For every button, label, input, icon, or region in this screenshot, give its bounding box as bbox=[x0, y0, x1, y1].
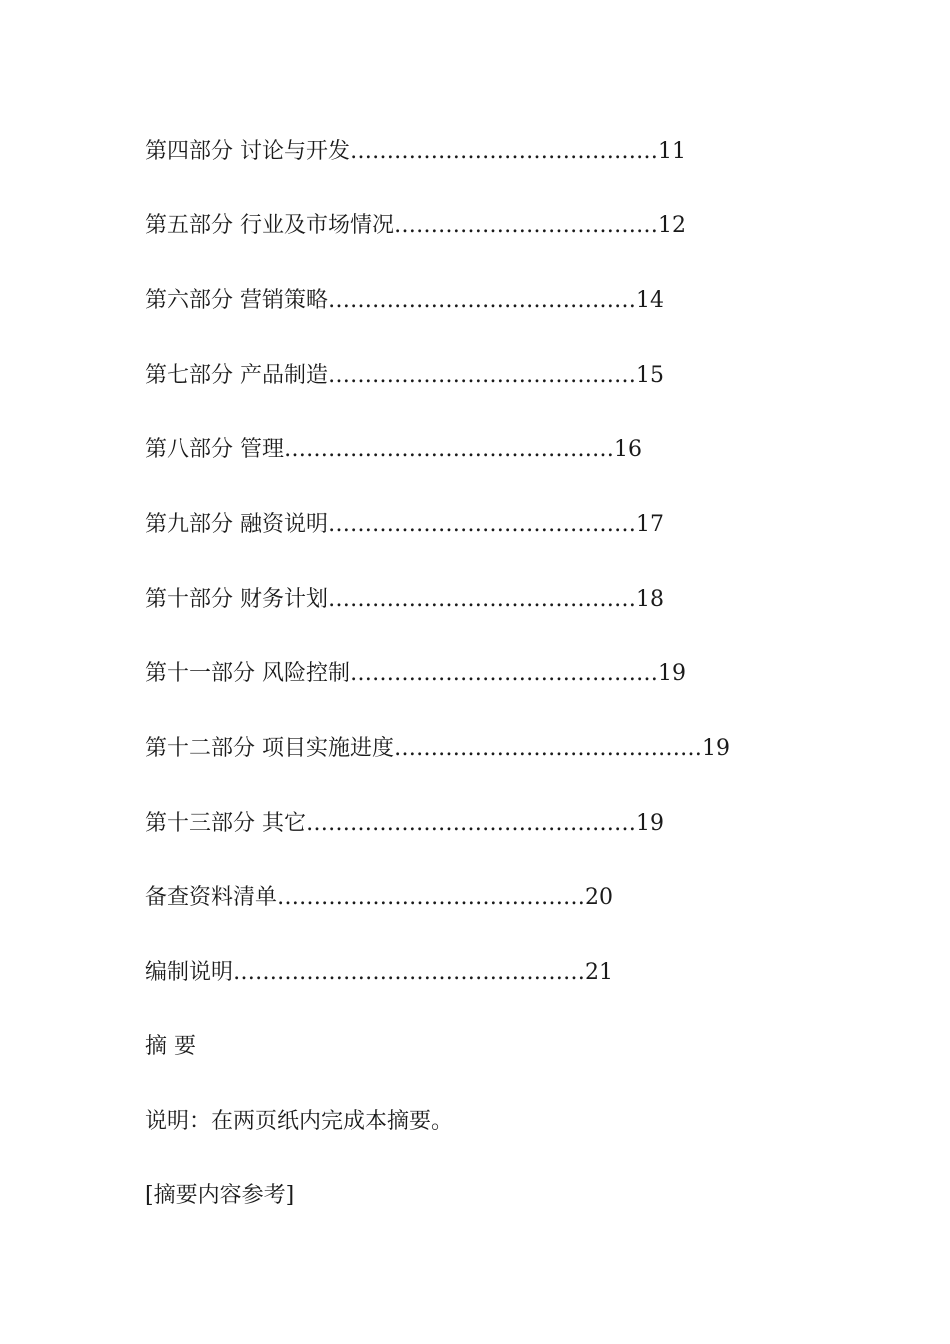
toc-page-number: 14 bbox=[636, 288, 664, 313]
toc-entry[interactable] bbox=[145, 659, 686, 689]
abstract-note: 说明：在两页纸内完成本摘要。 bbox=[145, 1109, 454, 1134]
toc-page-number: 19 bbox=[658, 661, 686, 686]
toc-label: 第六部分 营销策略 bbox=[145, 288, 328, 313]
toc-page-number: 21 bbox=[585, 960, 614, 985]
toc-page-number: 17 bbox=[636, 512, 664, 537]
toc-page-number: 18 bbox=[636, 587, 664, 612]
toc-leader: …………………………………… bbox=[328, 587, 636, 612]
toc-leader: ……………………………………… bbox=[306, 811, 636, 836]
toc-label: 第七部分 产品制造 bbox=[145, 363, 328, 388]
toc-leader: …………………………………… bbox=[350, 139, 658, 164]
toc-label: 编制说明 bbox=[145, 960, 234, 985]
toc-entry[interactable] bbox=[145, 361, 664, 391]
toc-entry[interactable] bbox=[145, 211, 686, 241]
toc-entry[interactable] bbox=[145, 734, 730, 764]
toc-entry[interactable] bbox=[145, 883, 613, 913]
toc-entry[interactable] bbox=[145, 137, 686, 167]
toc-label: 第十三部分 其它 bbox=[145, 811, 306, 836]
toc-leader: ……………………………………… bbox=[284, 437, 614, 462]
toc-entry[interactable] bbox=[145, 585, 664, 615]
toc-entry[interactable] bbox=[145, 286, 664, 316]
toc-label: 第十一部分 风险控制 bbox=[145, 661, 350, 686]
toc-page-number: 19 bbox=[702, 736, 730, 761]
toc-entry[interactable] bbox=[145, 435, 642, 465]
toc-leader: ……………………………… bbox=[394, 213, 658, 238]
toc-label: 第四部分 讨论与开发 bbox=[145, 139, 350, 164]
abstract-reference: [摘要内容参考] bbox=[145, 1183, 295, 1208]
toc-label: 第十部分 财务计划 bbox=[145, 587, 328, 612]
toc-leader: …………………………………… bbox=[394, 736, 702, 761]
toc-label: 备查资料清单 bbox=[145, 885, 278, 910]
toc-leader: ………………………………………… bbox=[233, 960, 586, 985]
toc-label: 第九部分 融资说明 bbox=[145, 512, 328, 537]
toc-page-number: 11 bbox=[658, 139, 686, 164]
toc-leader: …………………………………… bbox=[328, 288, 636, 313]
toc-page-number: 12 bbox=[658, 213, 686, 238]
toc-entry[interactable] bbox=[145, 809, 664, 839]
toc-entry[interactable] bbox=[145, 958, 613, 988]
toc-page-number: 16 bbox=[614, 437, 642, 462]
toc-page-number: 15 bbox=[636, 363, 664, 388]
toc-leader: …………………………………… bbox=[328, 512, 636, 537]
toc-leader: …………………………………… bbox=[277, 885, 586, 910]
toc-leader: …………………………………… bbox=[328, 363, 636, 388]
toc-leader: …………………………………… bbox=[350, 661, 658, 686]
abstract-heading: 摘 要 bbox=[145, 1034, 196, 1059]
toc-label: 第十二部分 项目实施进度 bbox=[145, 736, 394, 761]
toc-page-number: 19 bbox=[636, 811, 664, 836]
toc-label: 第八部分 管理 bbox=[145, 437, 284, 462]
toc-page-number: 20 bbox=[585, 885, 614, 910]
toc-entry[interactable] bbox=[145, 510, 664, 540]
toc-label: 第五部分 行业及市场情况 bbox=[145, 213, 394, 238]
